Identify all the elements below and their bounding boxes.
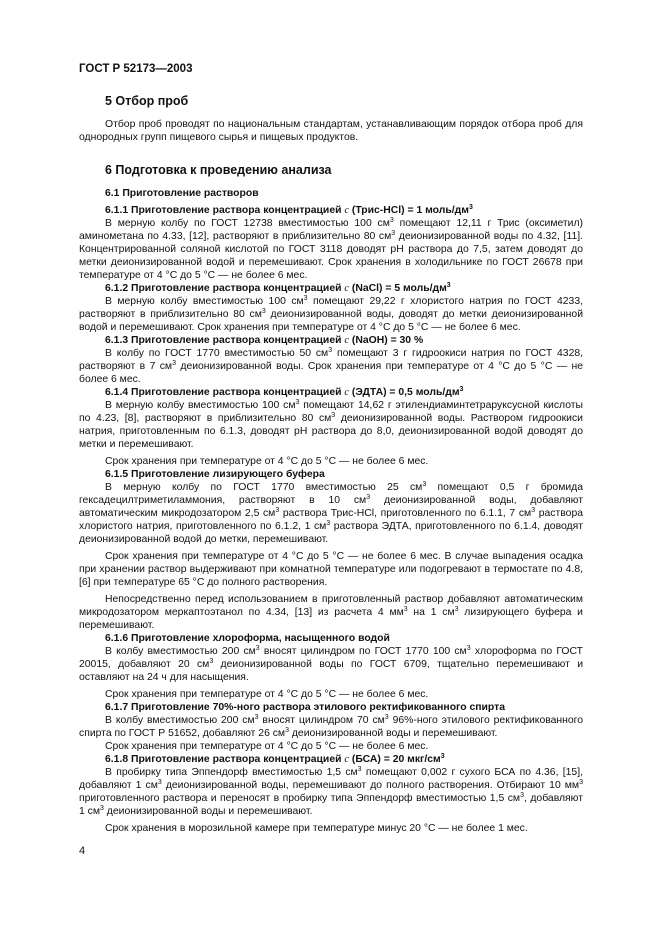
subsection-6-1-8-title: 6.1.8 Приготовление раствора концентрацией c (БСА) = 20 мкг/$см^3$: [105, 753, 445, 765]
subsection-6-1-6-storage: Срок хранения при температуре от 4 °С до 5 °С — не более 6 мес.: [105, 689, 429, 700]
subsection-6-1-2-title: 6.1.2 Приготовление раствора концентрацией c (NaCl) = 5 моль/$дм^3$: [105, 282, 451, 294]
subsection-6-1-2-text: В мерную колбу вместимостью 100 $см^3$ помещают 29,22 г хлористого натрия по ГОСТ 4233, растворяют в приблизительно 80 $см^3$ деионизированной воды, доводят до метки деионизированной водой и перемешивают. Срок хранения при температуре от 4 °С до 5 °С — не более 6 мес.: [79, 295, 584, 333]
subsection-6-1-5-usage: Непосредственно перед использованием в приготовленный раствор добавляют автоматическим микродозатором меркаптоэтанол по 4.34, [13] из расчета 4 $мм^3$ на 1 $см^3$ лизирующего буфера и перемешивают.: [79, 594, 583, 631]
standard-header: ГОСТ Р 52173—2003: [79, 63, 193, 75]
subsection-6-1-3-title: 6.1.3 Приготовление раствора концентрацией c (NaOH) = 30 %: [105, 335, 424, 346]
subsection-6-1-1-text: В мерную колбу по ГОСТ 12738 вместимостью 100 $см^3$ помещают 12,11 г Трис (оксиметил) аминометана по 4.33, [12], растворяют в приблизительно 80 $см^3$ деионизированной воды по 4.32, [11]. Концентрированной соляной кислотой по ГОСТ 3118 доводят pH раствора до 7,5, затем доводят до метки деионизированной водой и перемешивают. Срок хранения в холодильнике по ГОСТ 26678 при температуре от 4 °С до 5 °С — не более 6 мес.: [79, 217, 584, 281]
subsection-6-1-1-title: 6.1.1 Приготовление раствора концентрацией c (Трис-HCl) = 1 моль/$дм^3$: [105, 204, 473, 216]
subsection-6-1-4-text: В мерную колбу вместимостью 100 $см^3$ помещают 14,62 г этилендиаминтетраруксусной кислоты по 4.23, [8], растворяют в приблизительно 80 $см^3$ деионизированной воды. Раствором гидроокиси натрия, приготовленным по 6.1.3, доводят pH раствора до 8,0, деионизированной водой доводят до метки и перемешивают.: [79, 399, 583, 450]
subsection-6-1-7-text: В колбу вместимостью 200 $см^3$ вносят цилиндром 70 $см^3$ 96%-ного этилового ректификованного спирта по ГОСТ Р 51652, добавляют 26 $см^3$ деионизированной воды и перемешивают.: [79, 714, 584, 739]
section-5-title: 5 Отбор проб: [105, 94, 189, 108]
document-body: [79, 94, 583, 835]
subsection-6-1-4-title: 6.1.4 Приготовление раствора концентрацией c (ЭДТА) = 0,5 моль/$дм^3$: [105, 386, 464, 398]
subsection-6-1-8-storage: Срок хранения в морозильной камере при температуре минус 20 °С — не более 1 мес.: [105, 823, 528, 834]
subsection-6-1-5-storage: Срок хранения при температуре от 4 °С до 5 °С — не более 6 мес. В случае выпадения осадка при хранении раствор выдерживают при комнатной температуре или подогревают в термостате по 4.8, [6] при температуре 65 °С до полного растворения.: [79, 551, 583, 588]
subsection-6-1-title: 6.1 Приготовление растворов: [105, 188, 259, 199]
section-6-title: 6 Подготовка к проведению анализа: [105, 163, 332, 177]
subsection-6-1-8-text: В пробирку типа Эппендорф вместимостью 1,5 $см^3$ помещают 0,002 г сухого БСА по 4.36, [15], добавляют 1 $см^3$ деионизированной воды, перемешивают до полного растворения. Отбирают 10 $мм^3$ приготовленного раствора и переносят в пробирку типа Эппендорф вместимостью 1,5 $см^3$, добавляют 1 $см^3$ деионизированной воды и перемешивают.: [79, 766, 583, 817]
subsection-6-1-5-title: 6.1.5 Приготовление лизирующего буфера: [105, 469, 325, 480]
subsection-6-1-3-text: В колбу по ГОСТ 1770 вместимостью 50 $см^3$ помещают 3 г гидроокиси натрия по ГОСТ 4328, растворяют в 7 $см^3$ деионизированной воды. Срок хранения при температуре от 4 °С до 5 °С — не более 6 мес.: [79, 347, 584, 385]
subsection-6-1-6-text: В колбу вместимостью 200 $см^3$ вносят цилиндром по ГОСТ 1770 100 $см^3$ хлороформа по ГОСТ 20015, добавляют 20 $см^3$ деионизированной воды по ГОСТ 6709, тщательно перемешивают и оставляют на 24 ч для насыщения.: [79, 645, 584, 683]
section-5-text: Отбор проб проводят по национальным стандартам, устанавливающим порядок отбора проб для однородных групп пищевого сырья и пищевых продуктов.: [79, 119, 583, 143]
subsection-6-1-5-text: В мерную колбу по ГОСТ 1770 вместимостью 25 $см^3$ помещают 0,5 г бромида гексадецилтриметиламмония, растворяют в 10 $см^3$ деионизированной воды, добавляют автоматическим микродозатором 2,5 $см^3$ раствора Трис-HCl, приготовленного по 6.1.1, 7 $см^3$ раствора хлористого натрия, приготовленного по 6.1.2, 1 $см^3$ раствора ЭДТА, приготовленного по 6.1.4, доводят деионизированной водой до метки, перемешивают.: [79, 481, 584, 545]
subsection-6-1-7-title: 6.1.7 Приготовление 70%-ного раствора этилового ректификованного спирта: [105, 702, 505, 713]
subsection-6-1-4-storage: Срок хранения при температуре от 4 °С до 5 °С — не более 6 мес.: [105, 456, 429, 467]
subsection-6-1-6-title: 6.1.6 Приготовление хлороформа, насыщенного водой: [105, 633, 390, 644]
page-number: 4: [79, 845, 86, 857]
subsection-6-1-7-storage: Срок хранения при температуре от 4 °С до 5 °С — не более 6 мес.: [105, 741, 429, 752]
